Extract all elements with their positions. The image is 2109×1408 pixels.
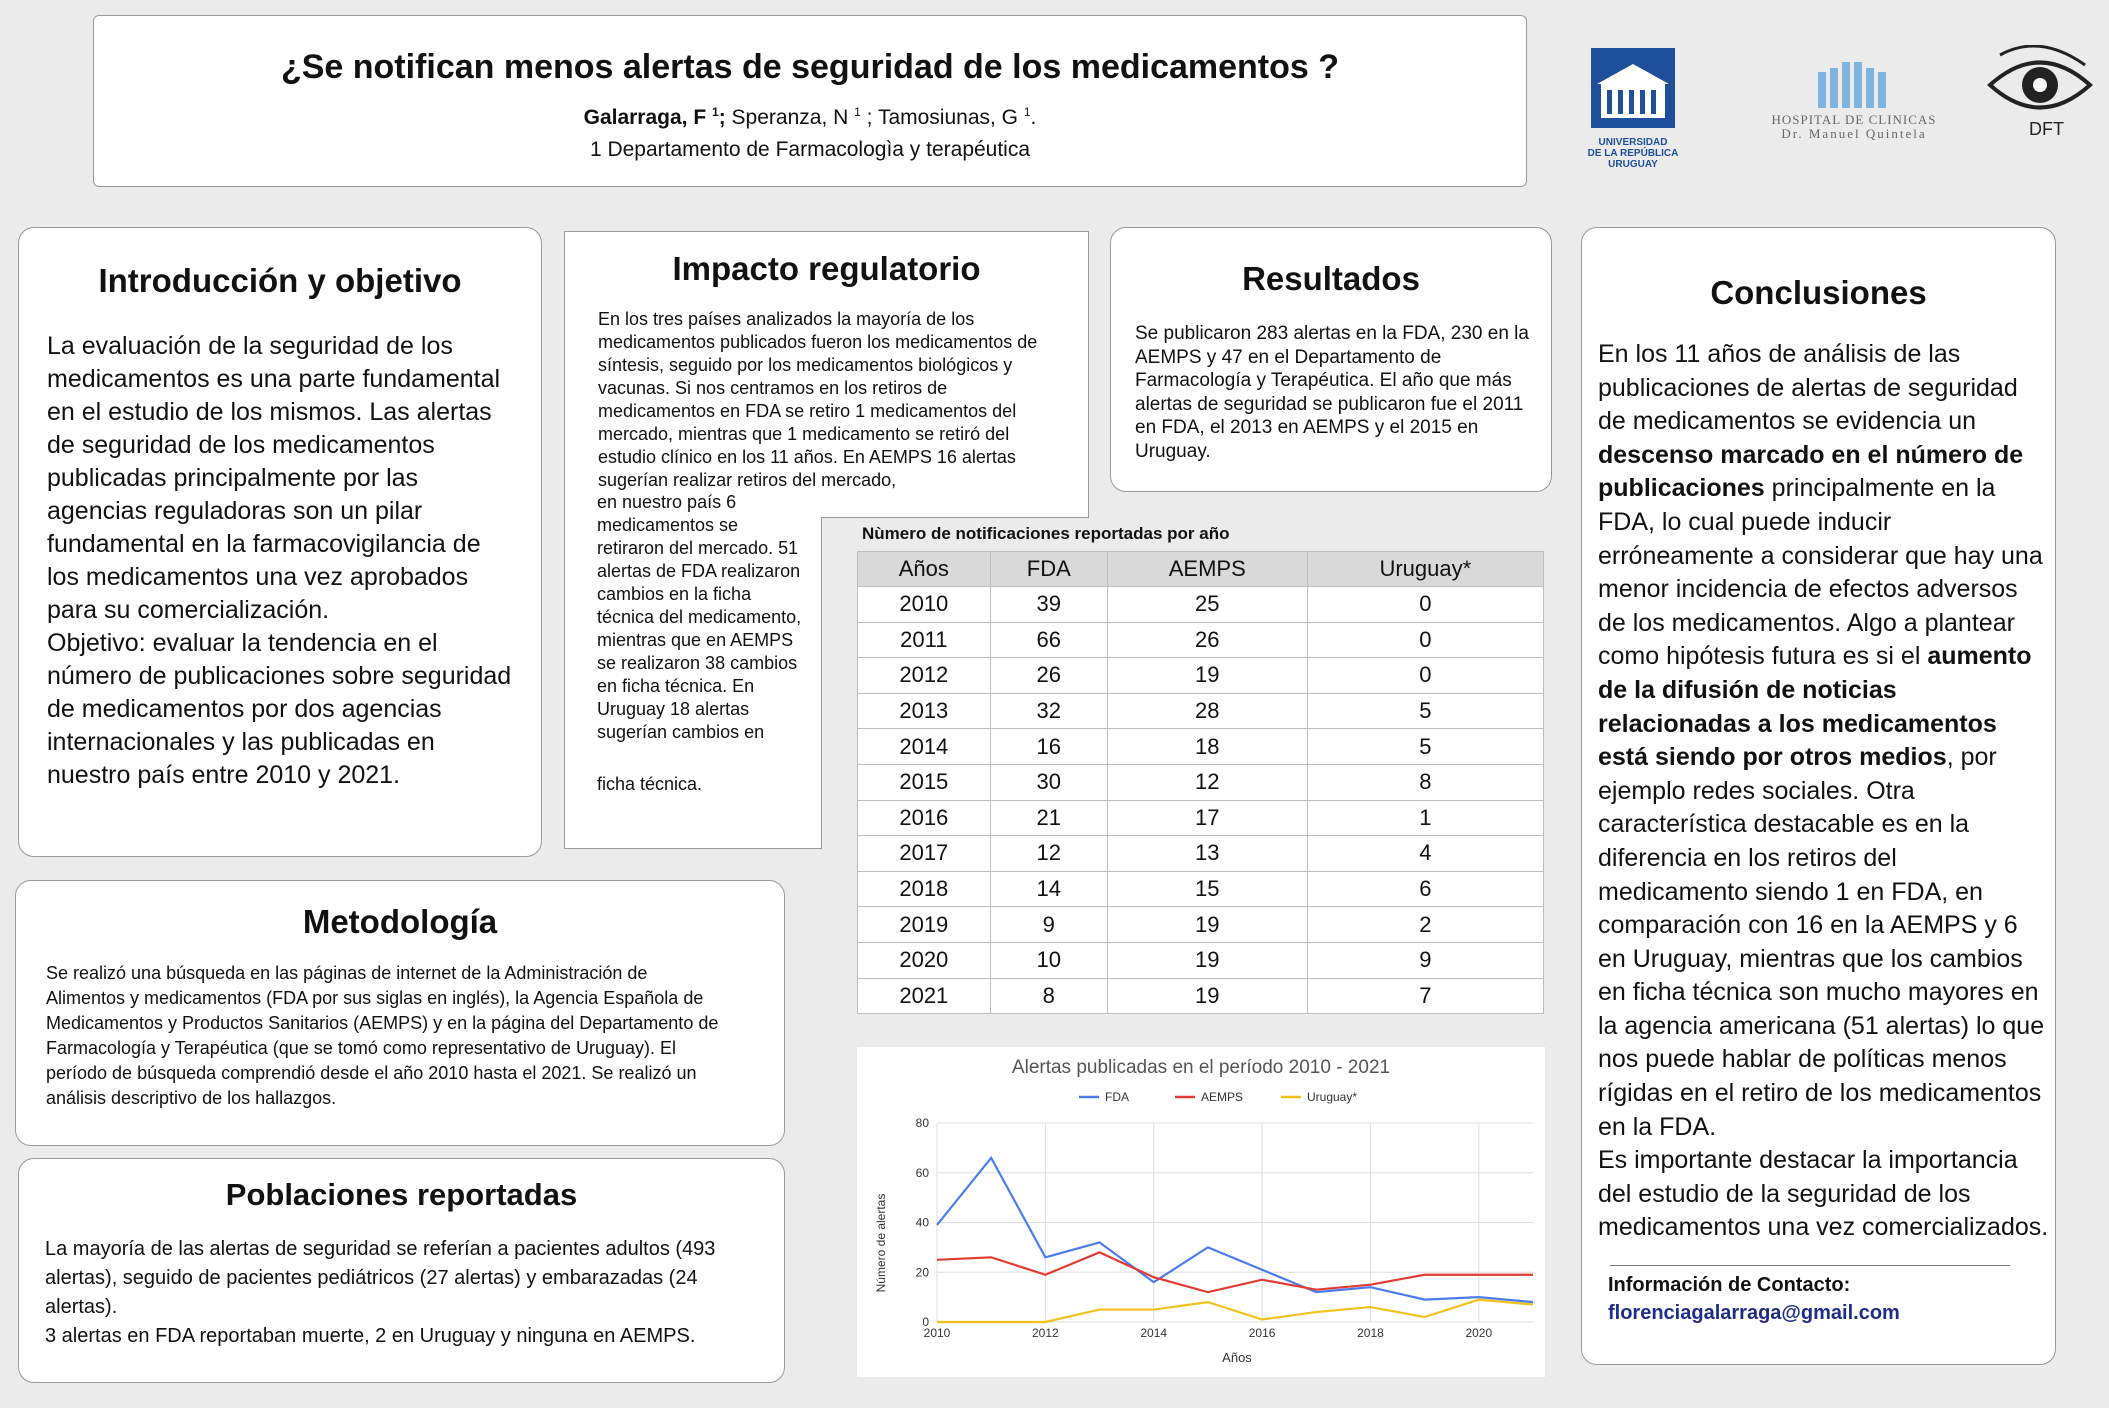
table-cell: 15	[1107, 871, 1307, 907]
legend-label-1: AEMPS	[1201, 1090, 1244, 1104]
col-header-fda: FDA	[990, 552, 1107, 587]
intro-heading: Introducción y objetivo	[98, 262, 462, 299]
table-cell: 0	[1307, 658, 1543, 694]
impacto-text-1: En los tres países analizados la mayoría de los medicamentos publicados fueron los medicamentos de síntesis, seguido por los medicamentos biológicos y vacunas. Si nos centramos en los retiros de medicamentos en FDA se retiro 1 medicamentos del mercado, mientras que 1 medicamento se retiró del estudio clínico en los 11 años. En AEMPS 16 alertas sugerían realizar retiros del mercado,	[598, 309, 1038, 490]
table-cell: 19	[1107, 942, 1307, 978]
table-cell: 0	[1307, 587, 1543, 623]
table-cell: 2013	[858, 693, 991, 729]
table-cell: 2018	[858, 871, 991, 907]
table-row	[858, 836, 1544, 872]
table-cell: 12	[1107, 764, 1307, 800]
table-row	[858, 942, 1544, 978]
authors-line: Galarraga, F $^1$; Speranza, N $^1$ ; Tamosiunas, G $^1$.	[583, 105, 1037, 129]
table-cell: 13	[1107, 836, 1307, 872]
x-axis-label: Años	[1222, 1350, 1252, 1365]
table-row	[858, 907, 1544, 943]
line-chart	[857, 1047, 1545, 1377]
impacto-text-2: en nuestro país 6 medicamentos se retiraron del mercado. 51 alertas de FDA realizaron cambios en la ficha técnica del medicamento, mientras que en AEMPS se realizaron 38 cambios en ficha técnica. En Uruguay 18 alertas sugerían cambios en	[597, 492, 802, 742]
table-row	[858, 658, 1544, 694]
author-1: Galarraga, F	[583, 106, 707, 129]
table-cell: 2021	[858, 978, 991, 1014]
table-row	[858, 978, 1544, 1014]
table-cell: 2	[1307, 907, 1543, 943]
table-row	[858, 871, 1544, 907]
table-row	[858, 800, 1544, 836]
contact-label: Información de Contacto:	[1608, 1274, 1851, 1296]
table-cell: 26	[990, 658, 1107, 694]
x-tick-label: 2018	[1357, 1326, 1384, 1340]
x-tick-label: 2014	[1140, 1326, 1168, 1340]
impacto-text-3: ficha técnica.	[597, 774, 703, 794]
col-header-aemps: AEMPS	[1107, 552, 1307, 587]
table-cell: 2020	[858, 942, 991, 978]
table-cell: 28	[1107, 693, 1307, 729]
table-cell: 66	[990, 622, 1107, 658]
table-cell: 12	[990, 836, 1107, 872]
table-cell: 9	[1307, 942, 1543, 978]
table-cell: 2012	[858, 658, 991, 694]
affiliation: 1 Departamento de Farmacologìa y terapéutica	[589, 138, 1031, 161]
x-tick-label: 2010	[923, 1326, 951, 1340]
conclusiones-text: En los 11 años de análisis de las publicaciones de alertas de seguridad de medicamentos se evidencia un descenso marcado en el número de publicaciones principalmente en la FDA, lo cual puede inducir erróneamente a considerar que hay una menor incidencia de efectos adversos de los medicamentos. Algo a plantear como hipótesis futura es si el aumento de la difusión de noticias relacionadas a los medicamentos está siendo por otros medios, por ejemplo redes sociales. Otra característica destacable es en la diferencia en los retiros del medicamento siendo 1 en FDA, en comparación con 16 en la AEMPS y 6 en Uruguay, mientras que los cambios en ficha técnica son mucho mayores en la agencia americana (51 alertas) lo que nos puede hablar de políticas menos rígidas en el retiro de los medicamentos en la FDA. Es importante destacar la importancia del estudio de la seguridad de los medicamentos una vez comercializados.	[1598, 340, 2049, 1242]
table-cell: 39	[990, 587, 1107, 623]
table-cell: 2017	[858, 836, 991, 872]
hospital-clinicas-logo: HOSPITAL DE CLINICAS Dr. Manuel Quintela	[1758, 58, 1950, 141]
table-cell: 5	[1307, 693, 1543, 729]
table-cell: 25	[1107, 587, 1307, 623]
author-2: Speranza, N	[731, 106, 849, 129]
x-tick-label: 2016	[1248, 1326, 1276, 1340]
table-row	[858, 764, 1544, 800]
udelar-logo: UNIVERSIDAD DE LA REPÚBLICA URUGUAY	[1578, 48, 1688, 170]
table-row	[858, 622, 1544, 658]
series-line-fda	[937, 1158, 1533, 1302]
y-tick-label: 0	[922, 1315, 929, 1329]
metodologia-panel	[15, 880, 785, 1146]
x-tick-label: 2020	[1465, 1326, 1493, 1340]
series-line-uruguay	[937, 1300, 1533, 1322]
svg-text:DFT: DFT	[2029, 119, 2064, 139]
metodologia-text: Se realizó una búsqueda en las páginas de internet de la Administración de Alimentos y medicamentos (FDA por sus siglas en inglés), la Agencia Española de Medicamentos y Productos Sanitarios (AEMPS) y en la página del Departamento de Farmacología y Terapéutica (que se tomó como representativo de Uruguay). El período de búsqueda comprendió desde el año 2010 hasta el 2021. Se realizó un análisis descriptivo de los hallazgos.	[46, 963, 719, 1108]
author-3: Tamosiunas, G	[877, 106, 1018, 129]
resultados-panel	[1110, 227, 1552, 492]
x-tick-label: 2012	[1032, 1326, 1059, 1340]
table-row	[858, 729, 1544, 765]
table-cell: 19	[1107, 907, 1307, 943]
table-caption: Nùmero de notificaciones reportadas por año	[862, 524, 1230, 543]
table-cell: 10	[990, 942, 1107, 978]
table-cell: 1	[1307, 800, 1543, 836]
intro-text: La evaluación de la seguridad de los medicamentos es una parte fundamental en el estudio de los mismos. Las alertas de seguridad de los medicamentos publicadas principalmente por las agencias reguladoras son un pilar fundamental en la farmacovigilancia de los medicamentos una vez aprobados para su comercialización. Objetivo: evaluar la tendencia en el número de publicaciones sobre seguridad de medicamentos por dos agencias internacionales y las publicadas en nuestro país entre 2010 y 2021.	[47, 332, 512, 789]
table-cell: 19	[1107, 658, 1307, 694]
line-chart-panel	[857, 1047, 1545, 1377]
conclusiones-panel	[1581, 227, 2056, 1365]
table-cell: 8	[1307, 764, 1543, 800]
table-cell: 18	[1107, 729, 1307, 765]
resultados-heading: Resultados	[1242, 260, 1420, 297]
poblaciones-heading: Poblaciones reportadas	[225, 1177, 578, 1212]
table-row	[858, 587, 1544, 623]
table-cell: 4	[1307, 836, 1543, 872]
y-tick-label: 80	[915, 1116, 929, 1130]
table-cell: 7	[1307, 978, 1543, 1014]
table-cell: 17	[1107, 800, 1307, 836]
table-cell: 32	[990, 693, 1107, 729]
impacto-heading: Impacto regulatorio	[672, 250, 981, 287]
table-cell: 26	[1107, 622, 1307, 658]
legend-label-2: Uruguay*	[1307, 1090, 1358, 1104]
intro-panel	[18, 227, 542, 857]
table-cell: 14	[990, 871, 1107, 907]
table-cell: 16	[990, 729, 1107, 765]
table-row	[858, 693, 1544, 729]
title-banner	[93, 15, 1527, 187]
conclusiones-heading: Conclusiones	[1710, 274, 1927, 311]
col-header-anos: Años	[858, 552, 991, 587]
table-header-row	[858, 552, 1544, 587]
contact-email[interactable]: florenciagalarraga@gmail.com	[1608, 1302, 1900, 1324]
table-cell: 30	[990, 764, 1107, 800]
eye-icon	[1985, 45, 2095, 140]
table-cell: 19	[1107, 978, 1307, 1014]
y-tick-label: 60	[915, 1165, 929, 1180]
contact-divider	[1610, 1265, 2010, 1266]
chart-title: Alertas publicadas en el período 2010 - 2021	[1011, 1057, 1391, 1078]
table-cell: 9	[990, 907, 1107, 943]
y-tick-label: 40	[915, 1215, 929, 1230]
dft-logo	[1985, 45, 2095, 145]
table-cell: 2011	[858, 622, 991, 658]
poblaciones-panel	[18, 1158, 785, 1383]
table-cell: 2019	[858, 907, 991, 943]
udelar-building-icon	[1591, 48, 1675, 128]
table-cell: 0	[1307, 622, 1543, 658]
page-title: ¿Se notifican menos alertas de seguridad de los medicamentos ?	[280, 48, 1340, 86]
notifications-table	[857, 551, 1544, 1014]
table-cell: 21	[990, 800, 1107, 836]
col-header-uruguay: Uruguay*	[1307, 552, 1543, 587]
table-cell: 6	[1307, 871, 1543, 907]
table-cell: 5	[1307, 729, 1543, 765]
table-cell: 2015	[858, 764, 991, 800]
hospital-building-icon	[1814, 58, 1894, 108]
resultados-text: Se publicaron 283 alertas en la FDA, 230 en la AEMPS y 47 en el Departamento de Farmacología y Terapéutica. El año que más alertas de seguridad se publicaron fue el 2011 en FDA, el 2013 en AEMPS y el 2015 en Uruguay.	[1135, 323, 1529, 462]
table-cell: 8	[990, 978, 1107, 1014]
table-cell: 2010	[858, 587, 991, 623]
poblaciones-text: La mayoría de las alertas de seguridad se referían a pacientes adultos (493 alertas), seguido de pacientes pediátricos (27 alertas) y embarazadas (24 alertas). 3 alertas en FDA reportaban muerte, 2 en Uruguay y ninguna en AEMPS.	[45, 1238, 716, 1347]
table-cell: 2014	[858, 729, 991, 765]
y-axis-label: Número de alertas	[874, 1193, 888, 1293]
metodologia-heading: Metodología	[302, 903, 498, 940]
legend-label-0: FDA	[1105, 1090, 1129, 1104]
table-cell: 2016	[858, 800, 991, 836]
y-tick-label: 20	[915, 1265, 929, 1280]
